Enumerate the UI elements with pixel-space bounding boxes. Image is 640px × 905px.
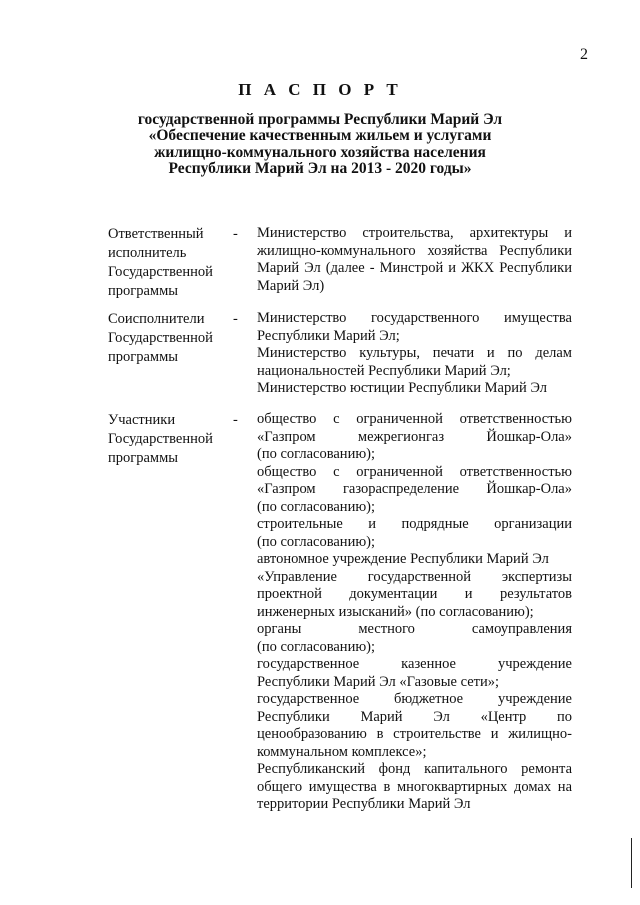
- value-line: Республики Марий Эл;: [257, 327, 400, 344]
- row-dash: -: [233, 226, 238, 242]
- value-line: (по согласованию);: [257, 498, 376, 515]
- row-label: [108, 225, 233, 301]
- value-line: ценообразованию в строительстве и жилищно-: [257, 726, 572, 742]
- value-line: «Газпром межрегионгаз Йошкар-Ола»: [257, 428, 572, 445]
- value-line: Республиканский фонд капитального ремонта: [257, 761, 572, 777]
- value-line: общество с ограниченной ответственностью: [257, 463, 572, 480]
- value-line: Министерство государственного имущества: [257, 310, 572, 326]
- label-line: программы: [108, 349, 178, 365]
- subtitle-line: Республики Марий Эл на 2013 - 2020 годы»: [168, 159, 472, 177]
- row-label: [108, 310, 233, 367]
- value-line: Министерство культуры, печати и по делам: [257, 345, 572, 361]
- scan-edge-mark: [631, 838, 632, 888]
- row-value: [257, 225, 572, 295]
- value-line: территории Республики Марий Эл: [257, 796, 471, 812]
- value-line: органы местного самоуправления: [257, 621, 572, 637]
- label-line: программы: [108, 450, 178, 466]
- value-line: коммунальном комплексе»;: [257, 743, 427, 760]
- value-line: инженерных изысканий» (по согласованию);: [257, 603, 534, 620]
- value-line: «Управление государственной экспертизы: [257, 568, 572, 585]
- value-line: Министерство строительства, архитектуры и: [257, 225, 572, 241]
- page-number: 2: [580, 46, 588, 63]
- row-value: [257, 411, 572, 814]
- value-line: Марий Эл): [257, 277, 325, 294]
- value-line: общего имущества в многоквартирных домах на: [257, 778, 572, 795]
- subtitle-line: жилищно-коммунального хозяйства населения: [154, 143, 486, 161]
- label-line: Государственной: [108, 330, 213, 346]
- value-line: Республики Марий Эл «Центр по: [257, 708, 572, 725]
- value-line: автономное учреждение Республики Марий Эл: [257, 551, 549, 567]
- label-line: Государственной: [108, 431, 213, 447]
- subtitle-line: «Обеспечение качественным жильем и услугами: [148, 127, 492, 145]
- document-title: П А С П О Р Т: [238, 80, 402, 99]
- row-dash: -: [233, 311, 238, 327]
- value-line: государственное бюджетное учреждение: [257, 691, 572, 707]
- value-line: Республики Марий Эл «Газовые сети»;: [257, 673, 500, 690]
- label-line: исполнитель: [108, 245, 187, 261]
- value-line: государственное казенное учреждение: [257, 656, 572, 672]
- label-line: Ответственный: [108, 226, 204, 242]
- value-line: проектной документации и результатов: [257, 586, 572, 602]
- value-line: «Газпром газораспределение Йошкар-Ола»: [257, 481, 572, 497]
- label-line: Государственной: [108, 264, 213, 280]
- value-line: Министерство юстиции Республики Марий Эл: [257, 380, 547, 396]
- value-line: строительные и подрядные организации: [257, 516, 572, 532]
- value-line: Марий Эл (далее - Минстрой и ЖКХ Республики: [257, 260, 572, 276]
- value-line: общество с ограниченной ответственностью: [257, 411, 572, 427]
- row-label: [108, 411, 233, 468]
- value-line: жилищно-коммунального хозяйства Республики: [257, 242, 572, 259]
- document-subtitle: [60, 112, 580, 177]
- value-line: (по согласованию);: [257, 533, 376, 550]
- value-line: (по согласованию);: [257, 638, 376, 655]
- subtitle-line: государственной программы Республики Марий Эл: [137, 111, 503, 128]
- label-line: программы: [108, 283, 178, 299]
- label-line: Участники: [108, 412, 176, 428]
- label-line: Соисполнители: [108, 311, 205, 327]
- value-line: национальностей Республики Марий Эл;: [257, 362, 511, 379]
- row-dash: -: [233, 412, 238, 428]
- row-value: [257, 310, 572, 398]
- value-line: (по согласованию);: [257, 446, 376, 462]
